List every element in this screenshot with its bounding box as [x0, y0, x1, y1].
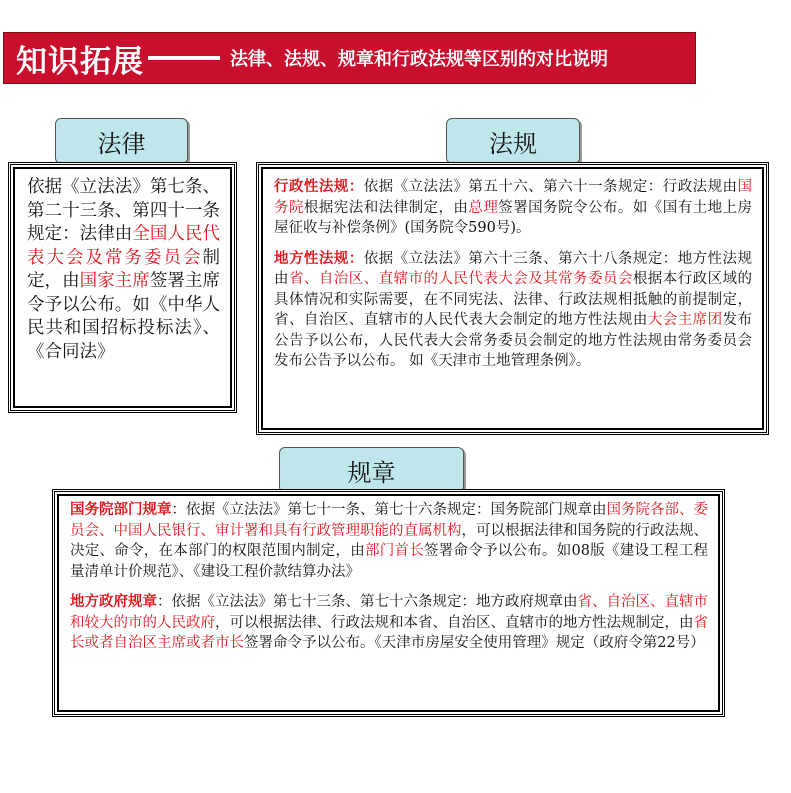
law-text: 依据《立法法》第七条、第二十三条、第四十一条规定：法律由全国人民代表大会及常务委员会制定，由国家主席签署主席令予以公布。如《中华人民共和国招标投标法》、《合同法》: [27, 177, 221, 362]
rule-box: [52, 489, 725, 717]
regulation-box: [256, 162, 769, 435]
banner-subtitle: 法律、法规、规章和行政法规等区别的对比说明: [230, 49, 608, 70]
label-regulation: 法规: [446, 118, 580, 164]
banner-dash: [148, 56, 220, 60]
admin-regulation-text: 行政性法规：依据《立法法》第五十六、第六十一条规定：行政法规由国务院根据宪法和法律制定，由总理签署国务院令公布。如《国有土地上房屋征收与补偿条例》(国务院令590号)。: [274, 178, 753, 236]
title-banner: [3, 32, 696, 84]
local-rule-text: 地方政府规章：依据《立法法》第七十三条、第七十六条规定：地方政府规章由省、自治区、直辖市和较大的市的人民政府，可以根据法律、行政法规和本省、自治区、直辖市的地方性法规制定，由省长或者自治区主席或者市长签署命令予以公布。《天津市房屋安全使用管理》规定（政府令第22号）: [70, 593, 708, 651]
dept-rule-text: 国务院部门规章：依据《立法法》第七十一条、第七十六条规定：国务院部门规章由国务院各部、委员会、中国人民银行、审计署和具有行政管理职能的直属机构，可以根据法律和国务院的行政法规、决定、命令，在本部门的权限范围内制定，由部门首长签署命令予以公布。如08版《建设工程工程量清单计价规范》、《建设工程价款结算办法》: [70, 501, 709, 580]
local-regulation-text: 地方性法规：依据《立法法》第六十三条、第六十八条规定：地方性法规由省、自治区、直辖市的人民代表大会及其常务委员会根据本行政区域的具体情况和实际需要，在不同宪法、法律、行政法规相抵触的前提制定，省、自治区、直辖市的人民代表大会制定的地方性法规由大会主席团发布公告予以公布，人民代表大会常务委员会制定的地方性法规由常务委员会发布公告予以公布。 如《天津市土地管理条例》。: [274, 249, 753, 369]
label-rule: 规章: [279, 447, 464, 493]
label-law: 法律: [55, 118, 188, 164]
law-box: [8, 162, 237, 413]
banner-main-title: 知识拓展: [16, 43, 144, 80]
